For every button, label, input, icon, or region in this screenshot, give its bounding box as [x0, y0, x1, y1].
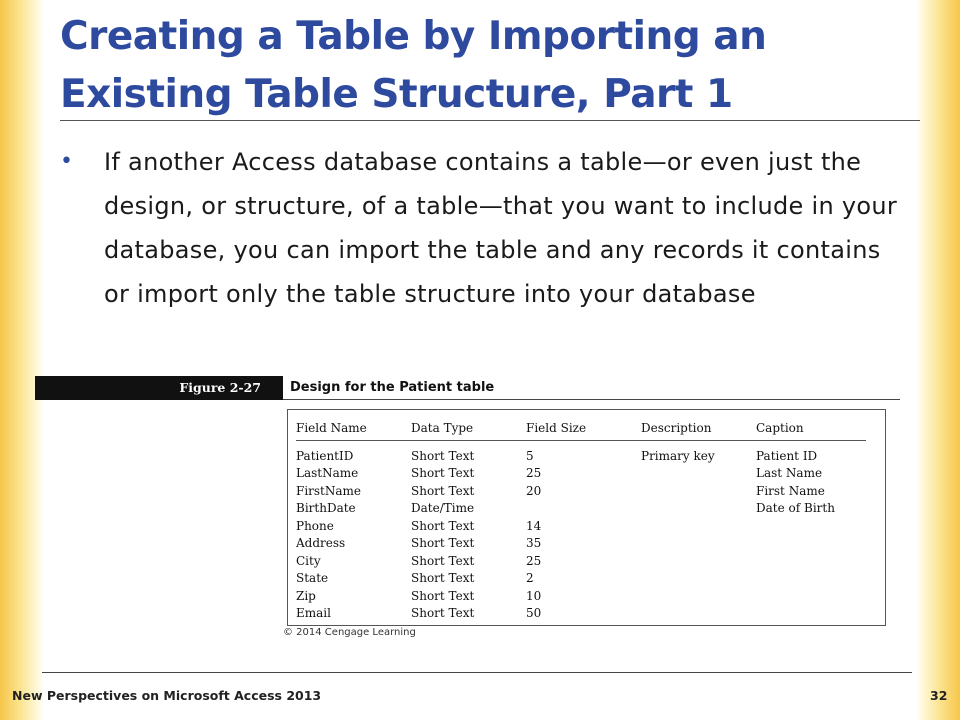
figure-divider — [283, 399, 900, 400]
table-cell: Primary key — [641, 448, 715, 463]
table-cell — [756, 517, 866, 535]
table-cell — [641, 587, 756, 605]
column-header: Caption — [756, 416, 866, 441]
table-cell: 50 — [526, 606, 542, 621]
table-row — [296, 570, 866, 588]
table-cell — [641, 535, 756, 553]
footer-text: New Perspectives on Microsoft Access 2013 — [12, 688, 322, 703]
table-cell: Short Text — [411, 448, 475, 463]
table-cell: Patient ID — [756, 448, 818, 463]
table-cell: City — [296, 553, 321, 568]
table-cell — [756, 570, 866, 588]
table-header-row — [296, 416, 866, 441]
table-cell: 25 — [526, 466, 542, 481]
table-cell — [641, 605, 756, 623]
table-cell — [756, 587, 866, 605]
table-row — [296, 465, 866, 483]
figure-table-frame — [287, 409, 886, 626]
table-row — [296, 482, 866, 500]
column-header: Field Name — [296, 416, 411, 441]
table-cell: Short Text — [411, 536, 475, 551]
patient-design-table — [296, 416, 866, 622]
table-cell: 2 — [526, 571, 534, 586]
table-cell: Short Text — [411, 466, 475, 481]
table-cell: Short Text — [411, 606, 475, 621]
page-number: 32 — [930, 688, 948, 703]
bullet-text: If another Access database contains a table—or even just the design, or structure, of a table—that you want to include in your database, you can import the table and any records it contains or import only the table structure into your database — [104, 148, 898, 308]
table-cell: Short Text — [411, 553, 475, 568]
table-cell — [756, 605, 866, 623]
table-cell: LastName — [296, 466, 359, 481]
right-gradient-band — [916, 0, 960, 720]
table-cell: 25 — [526, 553, 542, 568]
table-cell: 10 — [526, 588, 542, 603]
table-cell — [756, 552, 866, 570]
table-row — [296, 552, 866, 570]
slide-title: Creating a Table by Importing an Existing Table Structure, Part 1 — [60, 14, 767, 117]
table-row — [296, 517, 866, 535]
table-cell: Phone — [296, 518, 334, 533]
column-header: Data Type — [411, 416, 526, 441]
table-cell — [641, 500, 756, 518]
table-cell: 35 — [526, 536, 542, 551]
figure-label: Figure 2-27 — [35, 376, 283, 400]
table-cell: First Name — [756, 483, 825, 498]
column-header: Description — [641, 416, 756, 441]
table-cell: Zip — [296, 588, 316, 603]
table-cell — [641, 482, 756, 500]
table-cell: Short Text — [411, 571, 475, 586]
copyright-notice: © 2014 Cengage Learning — [283, 627, 416, 638]
bullet-marker: • — [60, 149, 73, 174]
table-cell: Date of Birth — [756, 501, 835, 516]
table-cell: State — [296, 571, 329, 586]
table-cell: 20 — [526, 483, 542, 498]
table-row — [296, 587, 866, 605]
table-cell: 14 — [526, 518, 542, 533]
table-cell: Short Text — [411, 483, 475, 498]
table-row — [296, 500, 866, 518]
table-cell: Email — [296, 606, 331, 621]
title-divider — [60, 120, 920, 121]
table-cell — [641, 570, 756, 588]
table-cell: Last Name — [756, 466, 823, 481]
table-cell — [756, 535, 866, 553]
table-cell — [641, 517, 756, 535]
table-cell: FirstName — [296, 483, 362, 498]
table-cell: Address — [296, 536, 346, 551]
table-cell — [526, 500, 641, 518]
table-cell: Date/Time — [411, 501, 475, 516]
table-body — [296, 441, 866, 623]
table-cell — [641, 465, 756, 483]
table-cell — [641, 552, 756, 570]
table-cell: PatientID — [296, 448, 354, 463]
table-cell: Short Text — [411, 518, 475, 533]
table-cell: 5 — [526, 448, 534, 463]
table-row — [296, 535, 866, 553]
footer-divider — [42, 672, 912, 673]
table-cell: Short Text — [411, 588, 475, 603]
table-row — [296, 605, 866, 623]
table-cell: BirthDate — [296, 501, 356, 516]
column-header: Field Size — [526, 416, 641, 441]
figure — [35, 372, 900, 647]
figure-caption: Design for the Patient table — [290, 380, 495, 395]
table-row — [296, 441, 866, 465]
